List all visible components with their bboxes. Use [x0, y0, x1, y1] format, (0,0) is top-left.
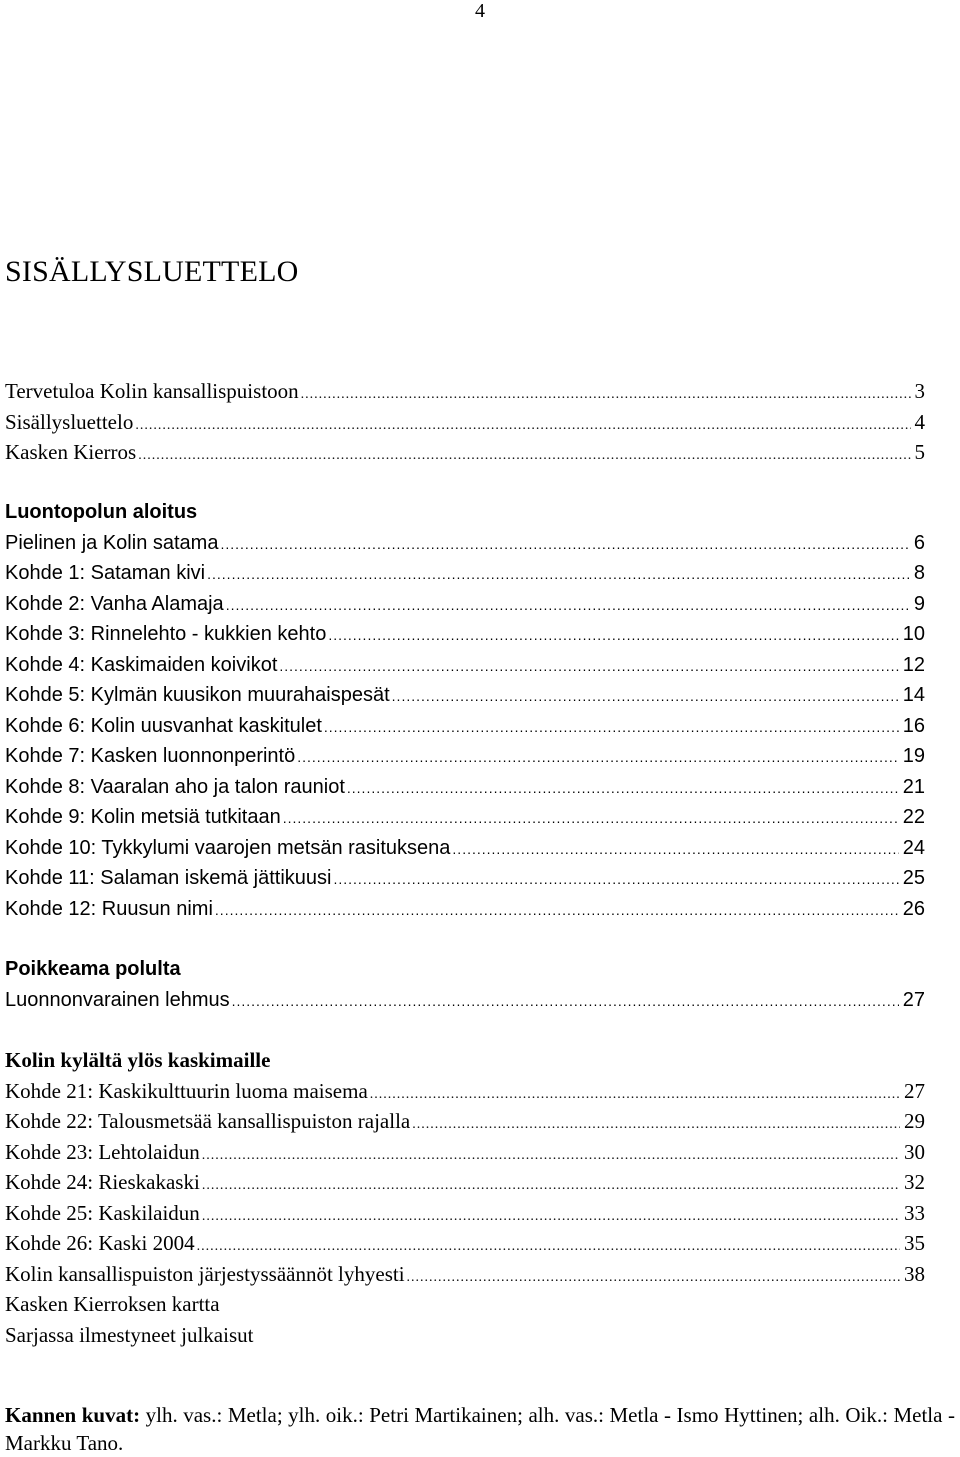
toc-section-luontopolku [5, 497, 925, 924]
page-title: SISÄLLYSLUETTELO [5, 255, 299, 288]
toc-entry-page: 19 [902, 745, 925, 767]
toc-entry-label: Luonnonvarainen lehmus [5, 988, 230, 1011]
toc-entry-label: Kohde 12: Ruusun nimi [5, 897, 213, 920]
toc-entry-page: 25 [902, 867, 925, 889]
toc-entry-label: Sisällysluettelo [5, 409, 134, 434]
toc-entry[interactable] [5, 589, 925, 620]
dot-leader [283, 803, 899, 834]
dot-leader [138, 441, 910, 472]
toc-entry[interactable] [5, 802, 925, 833]
section-heading: Poikkeama polulta [5, 958, 181, 980]
toc-entry[interactable] [5, 650, 925, 681]
toc-entry-page: 35 [904, 1231, 925, 1255]
toc-entry-page: 38 [904, 1261, 925, 1286]
toc-entry-label: Kohde 21: Kaskikulttuurin luoma maisema [5, 1078, 368, 1103]
toc-entry-page: 29 [904, 1109, 925, 1133]
toc-entry-page: 10 [902, 623, 925, 645]
dot-leader [392, 681, 899, 712]
dot-leader [279, 651, 898, 682]
cover-credits-text: ylh. vas.: Metla; ylh. oik.: Petri Martikainen; alh. vas.: Metla - Ismo Hyttinen; alh. Oik.: Metla - Markku Tano. [5, 1403, 955, 1455]
toc-entry[interactable] [5, 619, 925, 650]
toc-entry-page: 8 [913, 562, 925, 584]
dot-leader [207, 559, 910, 590]
toc-entry-page: 33 [904, 1200, 925, 1225]
toc-entry-page: 27 [902, 988, 925, 1011]
toc-section-kaskimaat [5, 1045, 925, 1350]
toc-entry-page: 27 [904, 1078, 925, 1103]
toc-entry[interactable] [5, 1198, 925, 1229]
section-heading: Luontopolun aloitus [5, 501, 198, 523]
toc-entry-label: Pielinen ja Kolin satama [5, 531, 219, 554]
toc-section-poikkeama [5, 954, 925, 1015]
toc-entry[interactable] [5, 772, 925, 803]
dot-leader [220, 529, 909, 560]
toc-entry-page: 14 [902, 684, 925, 706]
dot-leader [297, 742, 899, 773]
toc-entry-label: Tervetuloa Kolin kansallispuistoon [5, 379, 299, 403]
toc-entry[interactable] [5, 528, 925, 559]
dot-leader [215, 895, 899, 926]
section-heading: Kolin kylältä ylös kaskimaille [5, 1048, 271, 1072]
toc-entry-label: Kohde 6: Kolin uusvanhat kaskitulet [5, 714, 322, 737]
toc-entry-page: 24 [902, 836, 925, 859]
toc-entry[interactable] [5, 711, 925, 742]
toc-entry[interactable] [5, 376, 925, 407]
toc-entry-page: 16 [902, 714, 925, 737]
toc-entry[interactable] [5, 1167, 925, 1198]
toc-entry[interactable] [5, 894, 925, 925]
toc-entry-page: 4 [914, 409, 925, 434]
toc-entry-page: 21 [902, 775, 925, 798]
toc-entry-label: Kohde 11: Salaman iskemä jättikuusi [5, 867, 332, 889]
toc-front-matter [5, 376, 925, 468]
toc-entry[interactable] [5, 985, 925, 1016]
toc-entry-label: Kasken Kierroksen kartta [5, 1292, 220, 1316]
toc-entry-map[interactable] [5, 1289, 925, 1320]
toc-entry[interactable] [5, 1106, 925, 1137]
dot-leader [347, 773, 899, 804]
toc-entry-label: Kohde 8: Vaaralan aho ja talon rauniot [5, 775, 345, 798]
dot-leader [452, 834, 898, 865]
toc-entry[interactable] [5, 863, 925, 894]
toc-entry[interactable] [5, 741, 925, 772]
toc-entry-label: Kohde 10: Tykkylumi vaarojen metsän rasituksena [5, 836, 451, 859]
toc-entry[interactable] [5, 437, 925, 468]
toc-entry-label: Kohde 23: Lehtolaidun [5, 1139, 200, 1164]
toc-entry-label: Kohde 7: Kasken luonnonperintö [5, 745, 296, 767]
toc-entry-page: 32 [904, 1170, 925, 1194]
toc-entry-label: Kohde 3: Rinnelehto - kukkien kehto [5, 623, 327, 645]
dot-leader [324, 712, 899, 743]
toc-entry-page: 9 [913, 592, 925, 615]
toc-entry-label: Sarjassa ilmestyneet julkaisut [5, 1322, 254, 1347]
toc-entry[interactable] [5, 1137, 925, 1168]
dot-leader [328, 620, 898, 651]
dot-leader [333, 864, 898, 895]
toc-entry-label: Kasken Kierros [5, 440, 137, 464]
toc-entry-label: Kohde 25: Kaskilaidun [5, 1200, 200, 1225]
toc-entry-page: 30 [904, 1139, 925, 1164]
toc-entry[interactable] [5, 1228, 925, 1259]
toc-entry-label: Kohde 2: Vanha Alamaja [5, 592, 224, 615]
toc-entry[interactable] [5, 833, 925, 864]
dot-leader [226, 590, 910, 621]
toc-entry-label: Kohde 4: Kaskimaiden koivikot [5, 653, 278, 676]
toc-entry-label: Kohde 1: Sataman kivi [5, 562, 206, 584]
toc-entry-page: 6 [913, 531, 925, 554]
toc-entry-publications[interactable] [5, 1320, 925, 1351]
toc-entry-label: Kohde 26: Kaski 2004 [5, 1231, 195, 1255]
toc-entry[interactable] [5, 407, 925, 438]
cover-credits-lead: Kannen kuvat: [5, 1403, 141, 1427]
toc-entry-label: Kohde 9: Kolin metsiä tutkitaan [5, 806, 281, 828]
toc-entry-label: Kohde 24: Rieskakaski [5, 1170, 200, 1194]
toc-entry-label: Kohde 5: Kylmän kuusikon muurahaispesät [5, 684, 390, 706]
toc-entry-page: 3 [914, 379, 925, 403]
toc-entry-page: 12 [902, 653, 925, 676]
cover-photo-credits [5, 1401, 955, 1457]
toc-entry-page: 22 [902, 806, 925, 828]
page-number: 4 [475, 0, 485, 22]
toc-entry[interactable] [5, 1076, 925, 1107]
toc-entry[interactable] [5, 558, 925, 589]
toc-entry-page: 5 [914, 440, 925, 464]
toc-entry-page: 26 [902, 897, 925, 920]
toc-entry[interactable] [5, 1259, 925, 1290]
toc-entry-label: Kolin kansallispuiston järjestyssäännöt lyhyesti [5, 1261, 405, 1286]
dot-leader [232, 986, 899, 1017]
toc-entry-label: Kohde 22: Talousmetsää kansallispuiston rajalla [5, 1109, 411, 1133]
toc-entry[interactable] [5, 680, 925, 711]
